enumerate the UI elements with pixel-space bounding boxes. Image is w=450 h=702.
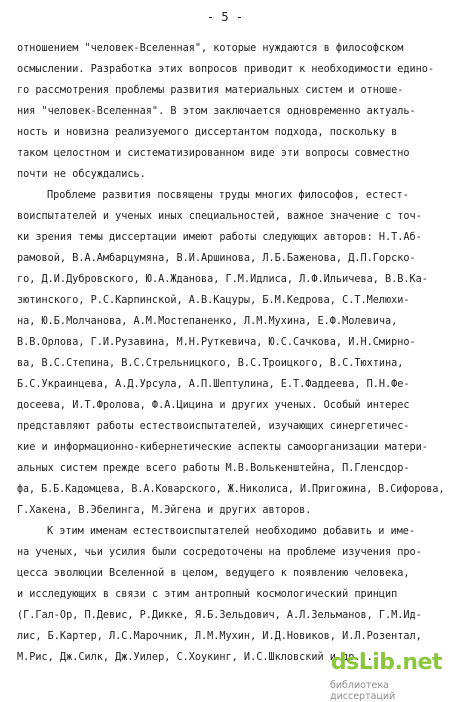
text-line: Г.Хакена, В.Эбелинга, М.Эйгена и других авторов. bbox=[17, 505, 312, 516]
text-line: на ученых, чьи усилия были сосредоточены на проблеме изучения про- bbox=[17, 547, 422, 558]
text-line: ния "человек-Вселенная". В этом заключается одновременно актуаль- bbox=[17, 106, 416, 117]
text-line: таком целостном и систематизированном виде эти вопросы совместно bbox=[17, 148, 410, 159]
text-line: рамовой, В.А.Амбарцумяна, В.И.Аршинова, Л.Б.Баженова, Д.П.Горско- bbox=[17, 253, 416, 264]
text-line: альных систем прежде всего работы М.В.Волькенштейна, П.Гленсдор- bbox=[17, 463, 410, 474]
text-line: зютинского, Р.С.Карпинской, А.В.Кацуры, Б.М.Кедрова, С.Т.Мелюхи- bbox=[17, 295, 410, 306]
text-line: цесса эволюции Вселенной в целом, ведущего к появлению человека, bbox=[17, 568, 410, 579]
text-line: воиспытателей и ученых иных специальностей, важное значение с точ- bbox=[17, 211, 422, 222]
text-line: ность и новизна реализуемого диссертантом подхода, поскольку в bbox=[17, 127, 398, 138]
text-line: лис, Б.Картер, Л.С.Марочник, Л.М.Мухин, И.Д.Новиков, И.Л.Розентал, bbox=[17, 631, 422, 642]
text-line: го, Д.И.Дубровского, Ю.А.Жданова, Г.М.Идлиса, Л.Ф.Ильичева, В.В.Ка- bbox=[17, 274, 428, 285]
watermark-logo: dsLib.net bbox=[330, 650, 442, 675]
text-line: го рассмотрения проблемы развития материальных систем и отноше- bbox=[17, 85, 404, 96]
text-line: Б.С.Украинцева, А.Д.Урсула, А.П.Шептулина, Е.Т.Фаддеева, П.Н.Фе- bbox=[17, 379, 410, 390]
page-number: - 5 - bbox=[206, 10, 244, 24]
text-line: В.В.Орлова, Г.И.Рузавина, М.Н.Руткевича, Ю.С.Сачкова, И.Н.Смирно- bbox=[17, 337, 416, 348]
text-line: и исследующих в связи с этим антропный космологический принцип bbox=[17, 589, 398, 600]
text-line: на, Ю.Б.Молчанова, А.М.Мостепаненко, Л.М.Мухина, Е.Ф.Молевича, bbox=[17, 316, 398, 327]
watermark-subtitle: библиотека диссертаций bbox=[330, 680, 396, 702]
text-line: (Г.Гал-Ор, П.Девис, Р.Дикке, Я.Б.Зельдович, А.Л.Зельманов, Г.М.Ид- bbox=[17, 610, 422, 621]
text-line: М.Рис, Дж.Силк, Дж.Уилер, С.Хоукинг, И.С.Шкловский и др.). bbox=[17, 652, 373, 663]
text-line: досеева, И.Т.Фролова, Ф.А.Цицина и других ученых. Особый интерес bbox=[17, 400, 410, 411]
text-line: ки зрения темы диссертации имеют работы следующих авторов: Н.Т.Аб- bbox=[17, 232, 422, 243]
text-line: ва, В.С.Степина, В.С.Стрельницкого, В.С.Троицкого, В.С.Тюхтина, bbox=[17, 358, 404, 369]
text-line: осмыслении. Разработка этих вопросов приводит к необходимости едино- bbox=[17, 64, 435, 75]
text-line: фа, Б.Б.Кадомцева, В.А.Коварского, Ж.Николиса, И.Пригожина, В.Сифорова, bbox=[17, 484, 445, 495]
text-line: К этим именам естествоиспытателей необходимо добавить и име- bbox=[47, 526, 416, 537]
text-line: Проблеме развития посвящены труды многих философов, естест- bbox=[47, 190, 409, 201]
text-line: почти не обсуждались. bbox=[17, 169, 146, 180]
watermark bbox=[330, 648, 448, 702]
text-line: отношением "человек-Вселенная", которые нуждаются в философском bbox=[17, 43, 404, 54]
text-line: представляют работы естествоиспытателей, изучающих синергетичес- bbox=[17, 421, 410, 432]
text-line: кие и информационно-кибернетические аспекты самоорганизации матери- bbox=[17, 442, 428, 453]
